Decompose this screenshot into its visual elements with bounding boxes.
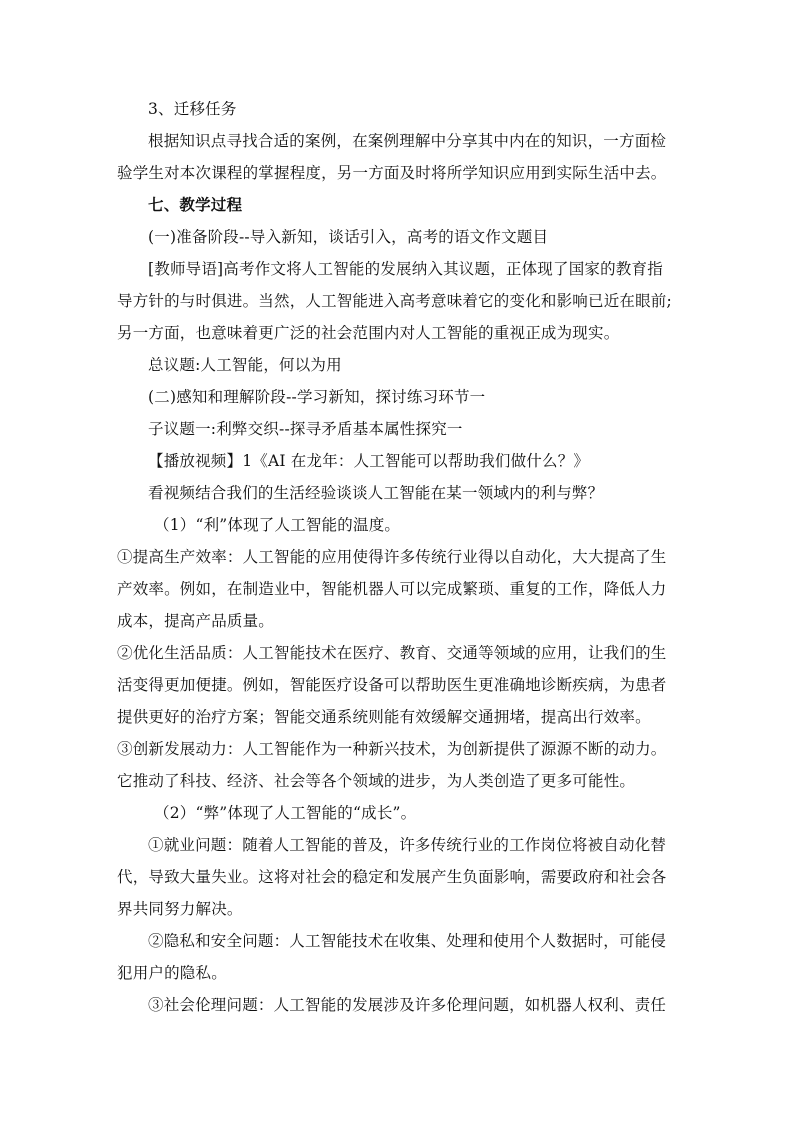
video-prompt-line: 【播放视频】1《AI 在龙年：人工智能可以帮助我们做什么？》 (148, 452, 590, 470)
list-item-line: 犯用户的隐私。 (117, 964, 227, 982)
stage-heading-perception: (二)感知和理解阶段--学习新知，探讨练习环节一 (148, 388, 486, 406)
list-item-line: 界共同努力解决。 (117, 900, 243, 918)
list-item-line: 提供更好的治疗方案；智能交通系统则能有效缓解交通拥堵，提高出行效率。 (117, 708, 651, 726)
list-heading-benefits: （1）“利”体现了人工智能的温度。 (154, 516, 401, 534)
list-item-line: ③创新发展动力：人工智能作为一种新兴技术，为创新提供了源源不断的动力。 (117, 740, 667, 758)
paragraph-line: 另一方面，也意味着更广泛的社会范围内对人工智能的重视正成为现实。 (117, 324, 620, 342)
list-item-line: 产效率。例如，在制造业中，智能机器人可以完成繁琐、重复的工作，降低人力 (117, 580, 667, 598)
topic-line-main-issue: 总议题:人工智能，何以为用 (148, 356, 342, 374)
section-heading-teaching-process: 七、教学过程 (148, 195, 243, 214)
paragraph-line: 验学生对本次课程的掌握程度，另一方面及时将所学知识应用到实际生活中去。 (117, 164, 667, 182)
paragraph-line: [教师导语]高考作文将人工智能的发展纳入其议题，正体现了国家的教育指 (148, 260, 663, 278)
list-item-line: ①就业问题：随着人工智能的普及，许多传统行业的工作岗位将被自动化替 (148, 836, 667, 854)
topic-line-sub-issue-one: 子议题一:利弊交织--探寻矛盾基本属性探究一 (148, 420, 463, 438)
stage-heading-preparation: (一)准备阶段--导入新知，谈话引入，高考的语文作文题目 (148, 228, 549, 246)
list-item-line: 活变得更加便捷。例如，智能医疗设备可以帮助医生更准确地诊断疾病，为患者 (117, 676, 667, 694)
paragraph-line: 根据知识点寻找合适的案例，在案例理解中分享其中内在的知识，一方面检 (148, 132, 667, 150)
list-item-line: 代，导致大量失业。这将对社会的稳定和发展产生负面影响，需要政府和社会各 (117, 868, 667, 886)
list-item-line: 成本，提高产品质量。 (117, 612, 275, 630)
list-heading-drawbacks: （2）“弊”体现了人工智能的“成长”。 (154, 804, 417, 822)
list-item-line: ③社会伦理问题：人工智能的发展涉及许多伦理问题，如机器人权利、责任 (148, 996, 667, 1014)
list-item-line: ②优化生活品质：人工智能技术在医疗、教育、交通等领域的应用，让我们的生 (117, 644, 667, 662)
list-item-line: 它推动了科技、经济、社会等各个领域的进步，为人类创造了更多可能性。 (117, 772, 636, 790)
subsection-heading-transfer-task: 3、迁移任务 (148, 100, 237, 118)
list-item-line: ②隐私和安全问题：人工智能技术在收集、处理和使用个人数据时，可能侵 (148, 932, 667, 950)
list-item-line: ①提高生产效率：人工智能的应用使得许多传统行业得以自动化，大大提高了生 (117, 548, 667, 566)
paragraph-line: 导方针的与时俱进。当然，人工智能进入高考意味着它的变化和影响已近在眼前; (117, 292, 672, 310)
question-line: 看视频结合我们的生活经验谈谈人工智能在某一领域内的利与弊？ (148, 484, 604, 502)
